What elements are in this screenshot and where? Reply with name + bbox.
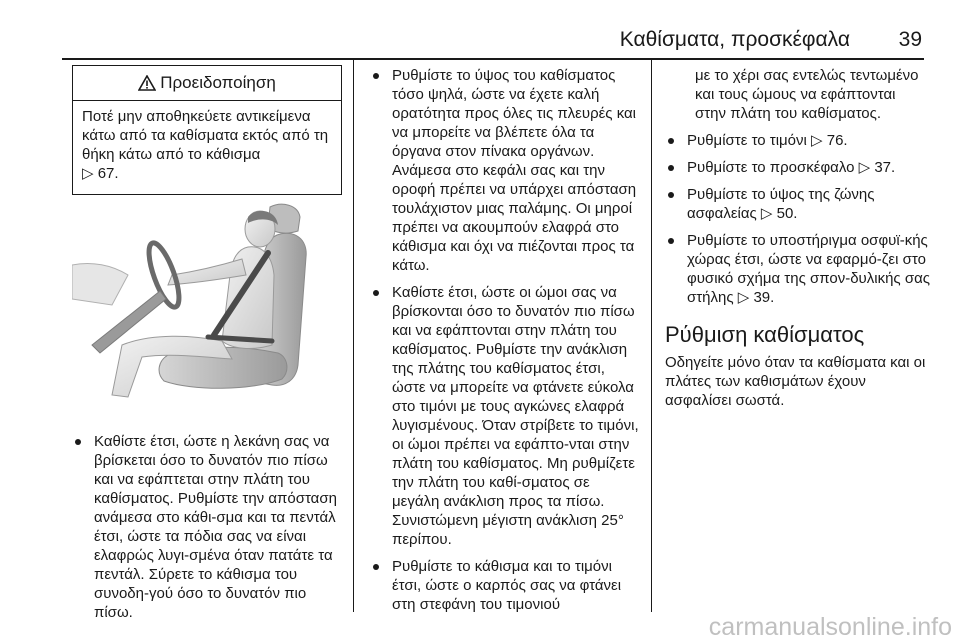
header-rule [62,58,924,60]
warning-body [73,101,341,189]
list-item: Ρυθμίστε το κάθισμα και το τιμόνι έτσι, ώστε ο καρπός σας να φτάνει στη στεφάνη του τιμονιού [370,557,640,614]
column-3 [665,66,930,410]
column-2 [370,66,640,622]
warning-reference: ▷ 67. [82,165,119,182]
section-title: Ρύθμιση καθίσματος [665,322,865,347]
warning-header [73,66,341,101]
continuation-text: με το χέρι σας εντελώς τεντωμένο και τους ώμους να εφάπτονται στην πλάτη του καθίσματος. [695,67,919,122]
list-item: Καθίστε έτσι, ώστε οι ώμοι σας να βρίσκονται όσο το δυνατόν πιο πίσω και να εφάπτονται στην πλάτη του καθίσματος. Ρυθμίστε την ανάκλιση της πλάτης του καθίσματος έτσι, ώστε να μπορείτε να φτάνετε εύκολα στο τιμόνι με τους αγκώνες ελαφρά λυγισμένους. Όταν στρίβετε το τιμόνι, οι ώμοι πρέπει να εφάπτο-νται στην πλάτη του καθίσματος. Μη ρυθμίζετε την πλάτη του καθί-σματος σε μεγάλη ανάκλιση προς τα πίσω. Συνιστώμενη μέγιστη ανάκλιση 25° περίπου. [370,283,640,549]
column-2-bullets [370,66,640,614]
warning-text: Ποτέ μην αποθηκεύετε αντικείμενα κάτω από τα καθίσματα εκτός από τη θήκη κάτω από το κάθισμα [82,108,329,163]
column-3-bullets [665,131,930,307]
column-1 [72,432,347,630]
list-item: Ρυθμίστε το ύψος της ζώνης ασφαλείας ▷ 50. [665,185,930,223]
column-1-bullets [72,432,347,622]
warning-triangle-icon [138,75,156,91]
column-divider-1 [353,60,354,612]
page-header [0,0,960,58]
list-item: Ρυθμίστε το ύψος του καθίσματος τόσο ψηλά, ώστε να έχετε καλή ορατότητα προς όλες τις πλευρές και να μπορείτε να βλέπετε όλα τα όργανα στον πίνακα οργάνων. Ανάμεσα στο κεφάλι σας και την οροφή πρέπει να υπάρχει απόσταση τουλάχιστον μιας παλάμης. Οι μηροί πρέπει να ακουμπούν ελαφρά στο κάθισμα και όχι να πιέζονται προς τα κάτω. [370,66,640,275]
page-title: Καθίσματα, προσκέφαλα [619,28,850,51]
warning-box [72,65,342,195]
driver-seating-illustration [72,195,344,413]
section-text: Οδηγείτε μόνο όταν τα καθίσματα και οι πλάτες των καθισμάτων έχουν ασφαλίσει σωστά. [665,354,926,409]
list-item: Ρυθμίστε το προσκέφαλο ▷ 37. [665,158,930,177]
column-divider-2 [651,60,652,612]
warning-title: Προειδοποίηση [160,73,276,92]
list-item: Ρυθμίστε το υποστήριγμα οσφυϊ-κής χώρας έτσι, ώστε να εφαρμό-ζει στο φυσικό σχήμα της σπον-δυλικής σας στήλης ▷ 39. [665,231,930,307]
list-item: Καθίστε έτσι, ώστε η λεκάνη σας να βρίσκεται όσο το δυνατόν πιο πίσω και να εφάπτεται στην πλάτη του καθίσματος. Ρυθμίστε την απόσταση ανάμεσα στο κάθι-σμα και τα πεντάλ έτσι, ώστε τα πόδια σας να είναι ελαφρώς λυγι-σμένα όταν πατάτε τα πεντάλ. Σύρετε το κάθισμα του συνοδη-γού όσο το δυνατόν πιο πίσω. [72,432,347,622]
page-number: 39 [898,28,922,51]
driver-seating-position-illustration-icon [72,195,344,413]
watermark: carmanualsonline.info [708,613,952,641]
list-item: Ρυθμίστε το τιμόνι ▷ 76. [665,131,930,150]
